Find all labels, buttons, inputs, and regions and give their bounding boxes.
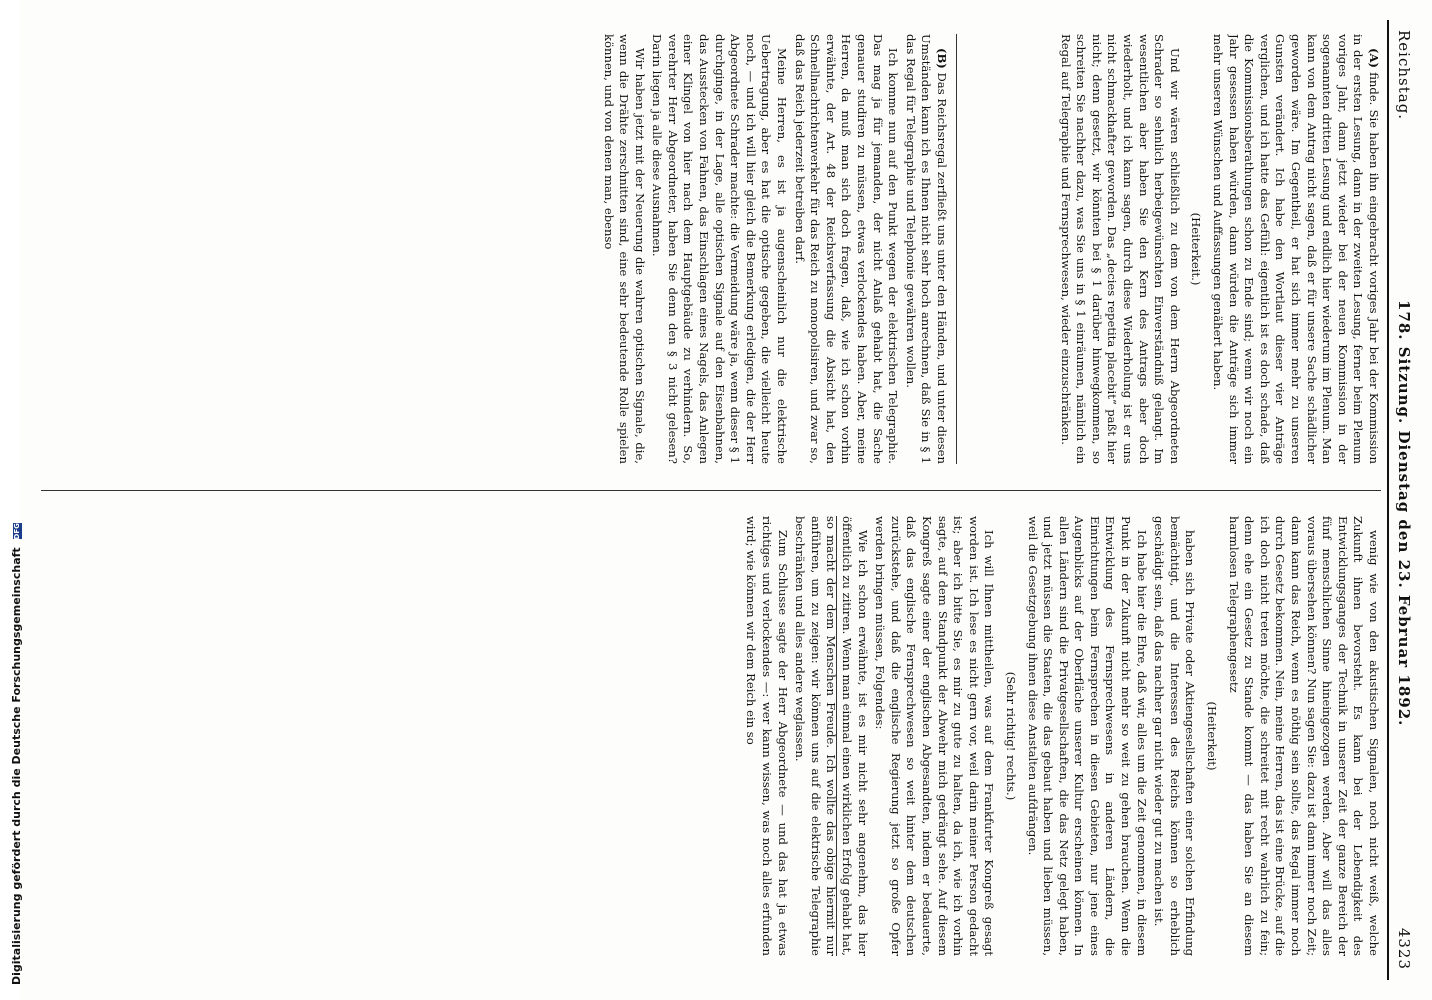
margin-marker-b: (B) bbox=[935, 48, 949, 69]
left-column-upper bbox=[961, 34, 1381, 464]
paragraph: wenig wie von den akustischen Signalen, noch nicht weiß, welche Zukunft ihnen bevorsteht. Es kann bei der Lebendigkeit des Entwicklungsganges der Technik in unserer Zeit der ganze Bereich der fünf menschlichen Sinne hineingezogen werden. Aber will das alles voraus übersehen können? Nun sagen Sie: dazu ist dann immer noch Zeit; dann kann das Reich, wenn es nöthig sein sollte, das Regal immer noch durch Gesetz bekommen. Nein, meine Herren, das ist eine Brücke, auf die ich doch nicht treten möchte, die schreitet mit recht wahrlich zu fein; denn ehe ein Gesetz zu Stande kommt — das haben Sie an diesem harmlosen Telegraphengesetz bbox=[1226, 516, 1381, 956]
paragraph bbox=[1209, 34, 1381, 464]
paragraph-text: Das Reichsregal zerfließt uns unter den Händen, und unter diesen Umständen kann ich es Ihnen nicht sehr hoch anrechnen, daß Sie in § 1 das Regal für Telegraphie und Telephonie gewähren wollen. bbox=[903, 34, 949, 464]
interjection: (Sehr richtig! rechts.) bbox=[1003, 671, 1018, 801]
rotated-page-content bbox=[25, 0, 1425, 1000]
paragraph bbox=[902, 34, 949, 464]
paragraph: haben sich Private oder Aktiengesellschaften einer solchen Erfindung bemächtigt, und die Interessen des Reichs können so erheblich geschädigt sein, daß das nachher gar nicht wieder gut zu machen ist. bbox=[1152, 516, 1198, 956]
digitization-credit-strip bbox=[0, 0, 23, 1000]
margin-marker-a: (A) bbox=[1367, 48, 1381, 68]
right-column bbox=[41, 516, 1381, 956]
interjection: (Heiterkeit.) bbox=[1189, 212, 1204, 286]
header-session: 178. Sitzung. Dienstag den 23. Februar 1892. bbox=[1395, 300, 1413, 727]
left-column-lower bbox=[49, 34, 949, 464]
paragraph: Und wir wären schließlich zu dem von dem Herrn Abgeordneten Schrader so sehnlich herbeigewünschten Einverständniß gelangt. Im wesentlichen aber haben Sie den Kern des Antrags aber doch wiederholt, und ich kann sagen, durch diese Wiederholung ist er uns nicht schmackhafter geworden. Das „decies repetita placebit“ paßt hier nicht; denn gesetzt, wir könnten bei § 1 darüber hinwegkommen, so schreiten Sie nachher dazu, was Sie uns in § 1 einräumen, nämlich ein Regal auf Telegraphie und Fernsprechwesen, wieder einzuschränken. bbox=[1058, 34, 1182, 464]
column-divider bbox=[41, 490, 1381, 491]
paragraph: Meine Herren, es ist ja augenscheinlich nur die elektrische Uebertragung, aber es hat die optische gegeben, die vielleicht heute noch, — und ich will hier gleich die Bemerkung erledigen, die der Herr Abgeordnete Schrader machte: die Vermeidung wäre ja, wenn dieser § 1 durchginge, in der Lage, alle optischen Signale auf den Eisenbahnen, das Ausstecken von Fahnen, das Einschlagen eines Nagels, das Anlegen einer Klingel von hier nach dem Hauptgebäude zu verhindern. So, verehrter Herr Abgeordneter, haben Sie denn den § 3 nicht gelesen? Darin liegen ja alle diese Ausnahmen. bbox=[650, 34, 790, 464]
paragraph: Zum Schlusse sagte der Herr Abgeordnete — und das hat ja etwas richtiges und verlockendes —: wer kann wissen, was noch alles erfunden wird; wie können wir dem Reich ein so bbox=[744, 516, 790, 956]
paragraph-text: finde. Sie haben ihn eingebracht voriges Jahr bei der Kommission in der ersten Lesung, dann in der zweiten Lesung, ferner beim Plenum voriges Jahr, dann jetzt wieder bei der neuen Kommission in der sogenannten dritten Lesung und endlich hier wiederum im Plenum. Man kann von dem Antrag nicht sagen, daß er für unsere Sache schädlicher geworden wäre. Im Gegentheil, er hat sich immer mehr zu unseren Gunsten verändert. Ich habe den Wortlaut dieser vier Anträge verglichen, und ich hatte das Gefühl: eigentlich ist es doch schade, daß die Kommissionsberathungen schon zu Ende sind; wenn wir noch ein Jahr gesessen haben würden, dann würden die Anträge sich immer mehr unseren Wünschen und Auffassungen genähert haben. bbox=[1211, 34, 1381, 464]
dfg-logo: DFG bbox=[12, 523, 21, 540]
interjection: (Heiterkeit) bbox=[1205, 701, 1220, 771]
digitization-credit bbox=[10, 185, 23, 985]
paragraph: Wie ich schon erwähnte, ist es mir nicht sehr angenehm, das hier öffentlich zu zitiren. Wenn man einmal einen wirklichen Erfolg gehabt hat, so macht der dem Menschen Freude. Ich wollte das obige hiermit nur anführen, um zu zeigen: wir können uns auf die elektrische Telegraphie beschränken und alles andere weglassen. bbox=[793, 516, 870, 956]
page-header bbox=[1387, 20, 1419, 980]
header-title: Reichstag. bbox=[1395, 30, 1413, 121]
paragraph: Ich komme nun auf den Punkt wegen der elektrischen Telegraphie. Das mag ja für jemanden, der nicht Anlaß gehabt hat, die Sache genauer studiren zu müssen, etwas verlockendes haben. Aber, meine Herren, da muß man sich doch fragen, daß, wie ich schon vorhin erwähnte, der Art. 48 der Reichsverfassung die Absicht hat, den Schnellnachrichtenverkehr für das Reich zu monopolisiren, und zwar so, daß das Reich jederzeit betreiben darf. bbox=[792, 34, 901, 464]
paragraph: Wir haben jetzt mit der Neuerung die wahren optischen Signale, die, wenn die Drähte zerschnitten sind, eine sehr bedeutende Rolle spielen können, und von denen man, ebenso bbox=[601, 34, 647, 464]
paragraph: Ich will Ihnen mittheilen, was auf dem Frankfurter Kongreß gesagt worden ist. Ich lese es nicht gern vor, weil darin meiner Person gedacht ist; aber ich bitte Sie, es mir zu gute zu halten, da ich, wie ich vorhin sagte, auf dem Standpunkt der Abwehr mich gedrängt sehe. Auf diesem Kongreß sagte einer der englischen Abgesandten, indem er bedauerte, daß das englische Fernsprechwesen so weit hinter dem deutschen zurückstehe, und daß die englische Regierung jetzt so große Opfer werden bringen müssen, Folgendes: bbox=[873, 516, 997, 956]
section-divider-left bbox=[956, 34, 957, 464]
paragraph: Ich habe hier die Ehre, daß wir, alles um die Zeit genommen, in diesem Punkt in der Zukunft nicht mehr so weit zu gehen brauchen. Wenn die Entwicklung des Fernsprechwesens in anderen Ländern, die Einrichtungen beim Fernsprechen in diesen Gebieten, nur jene eines Augenblicks auf der Oberfläche unserer Kultur erscheinen können. In allen Ländern sind die Privatgesellschaften, die das Netz gelegt haben, und jetzt müssen die Staaten, die das gebaut haben und lieben müssen, weil die Gesetzgebung ihnen diese Anstalten aufdrängen. bbox=[1025, 516, 1149, 956]
digitization-credit-text: Digitalisierung gefördert durch die Deutsche Forschungsgemeinschaft bbox=[10, 547, 23, 985]
page-number: 4323 bbox=[1395, 927, 1413, 970]
